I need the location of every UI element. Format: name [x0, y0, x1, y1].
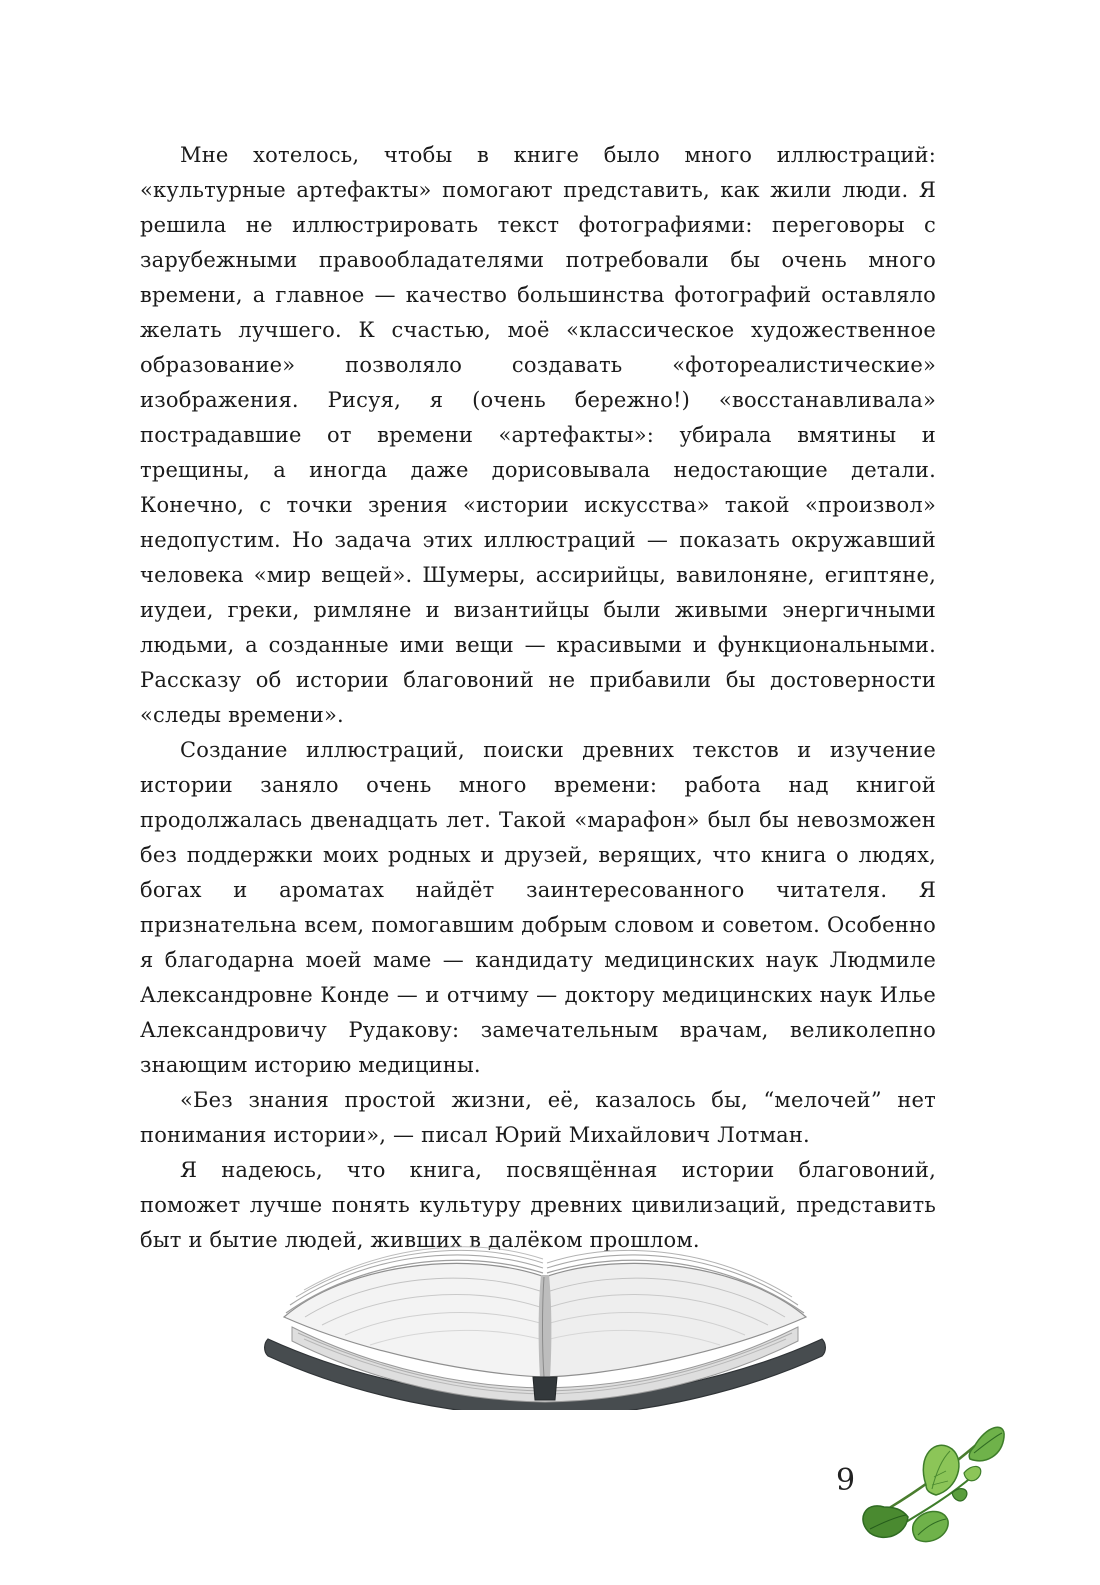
paragraph-3: «Без знания простой жизни, её, казалось бы, “мелочей” нет понимания истории», — писал Юрий Михайлович Лотман.: [140, 1088, 936, 1147]
paragraph-1: Мне хотелось, чтобы в книге было много иллюстраций: «культурные артефакты» помогают представить, как жили люди. Я решила не иллюстрировать текст фотографиями: переговоры с зарубежными правообладателями потребовали бы очень много времени, а главное — качество большинства фотографий оставляло желать лучшего. К счастью, моё «классическое художественное образование» позволяло создавать «фотореалистические» изображения. Рисуя, я (очень бережно!) «восстанавливала» пострадавшие от времени «артефакты»: убирала вмятины и трещины, а иногда даже дорисовывала недостающие детали. Конечно, с точки зрения «истории искусства» такой «произвол» недопустим. Но задача этих иллюстраций — показать окружавший человека «мир вещей». Шумеры, ассирийцы, вавилоняне, египтяне, иудеи, греки, римляне и византийцы были живыми энергичными людьми, а созданные ими вещи — красивыми и функциональными. Рассказу об истории благовоний не прибавили бы достоверности «следы времени».: [140, 143, 936, 727]
page-footer: [830, 1415, 1030, 1555]
open-book-drawing-svg: [250, 1235, 840, 1410]
body-text: [140, 138, 936, 1258]
open-book-illustration: [250, 1235, 840, 1410]
paragraph-2: Создание иллюстраций, поиски древних текстов и изучение истории заняло очень много времени: работа над книгой продолжалась двенадцать лет. Такой «марафон» был бы невозможен без поддержки моих родных и друзей, верящих, что книга о людях, богах и ароматах найдёт заинтересованного читателя. Я признательна всем, помогавшим добрым словом и советом. Особенно я благодарна моей маме — кандидату медицинских наук Людмиле Александровне Конде — и отчиму — доктору медицинских наук Илье Александровичу Рудакову: замечательным врачам, великолепно знающим историю медицины.: [140, 738, 936, 1077]
paragraph-4: Я надеюсь, что книга, посвящённая истории благовоний, поможет лучше понять культуру древних цивилизаций, представить быт и бытие людей, живших в далёком прошлом.: [140, 1158, 936, 1252]
mint-leaves-icon: [856, 1415, 1006, 1545]
page-number: 9: [836, 1463, 856, 1498]
